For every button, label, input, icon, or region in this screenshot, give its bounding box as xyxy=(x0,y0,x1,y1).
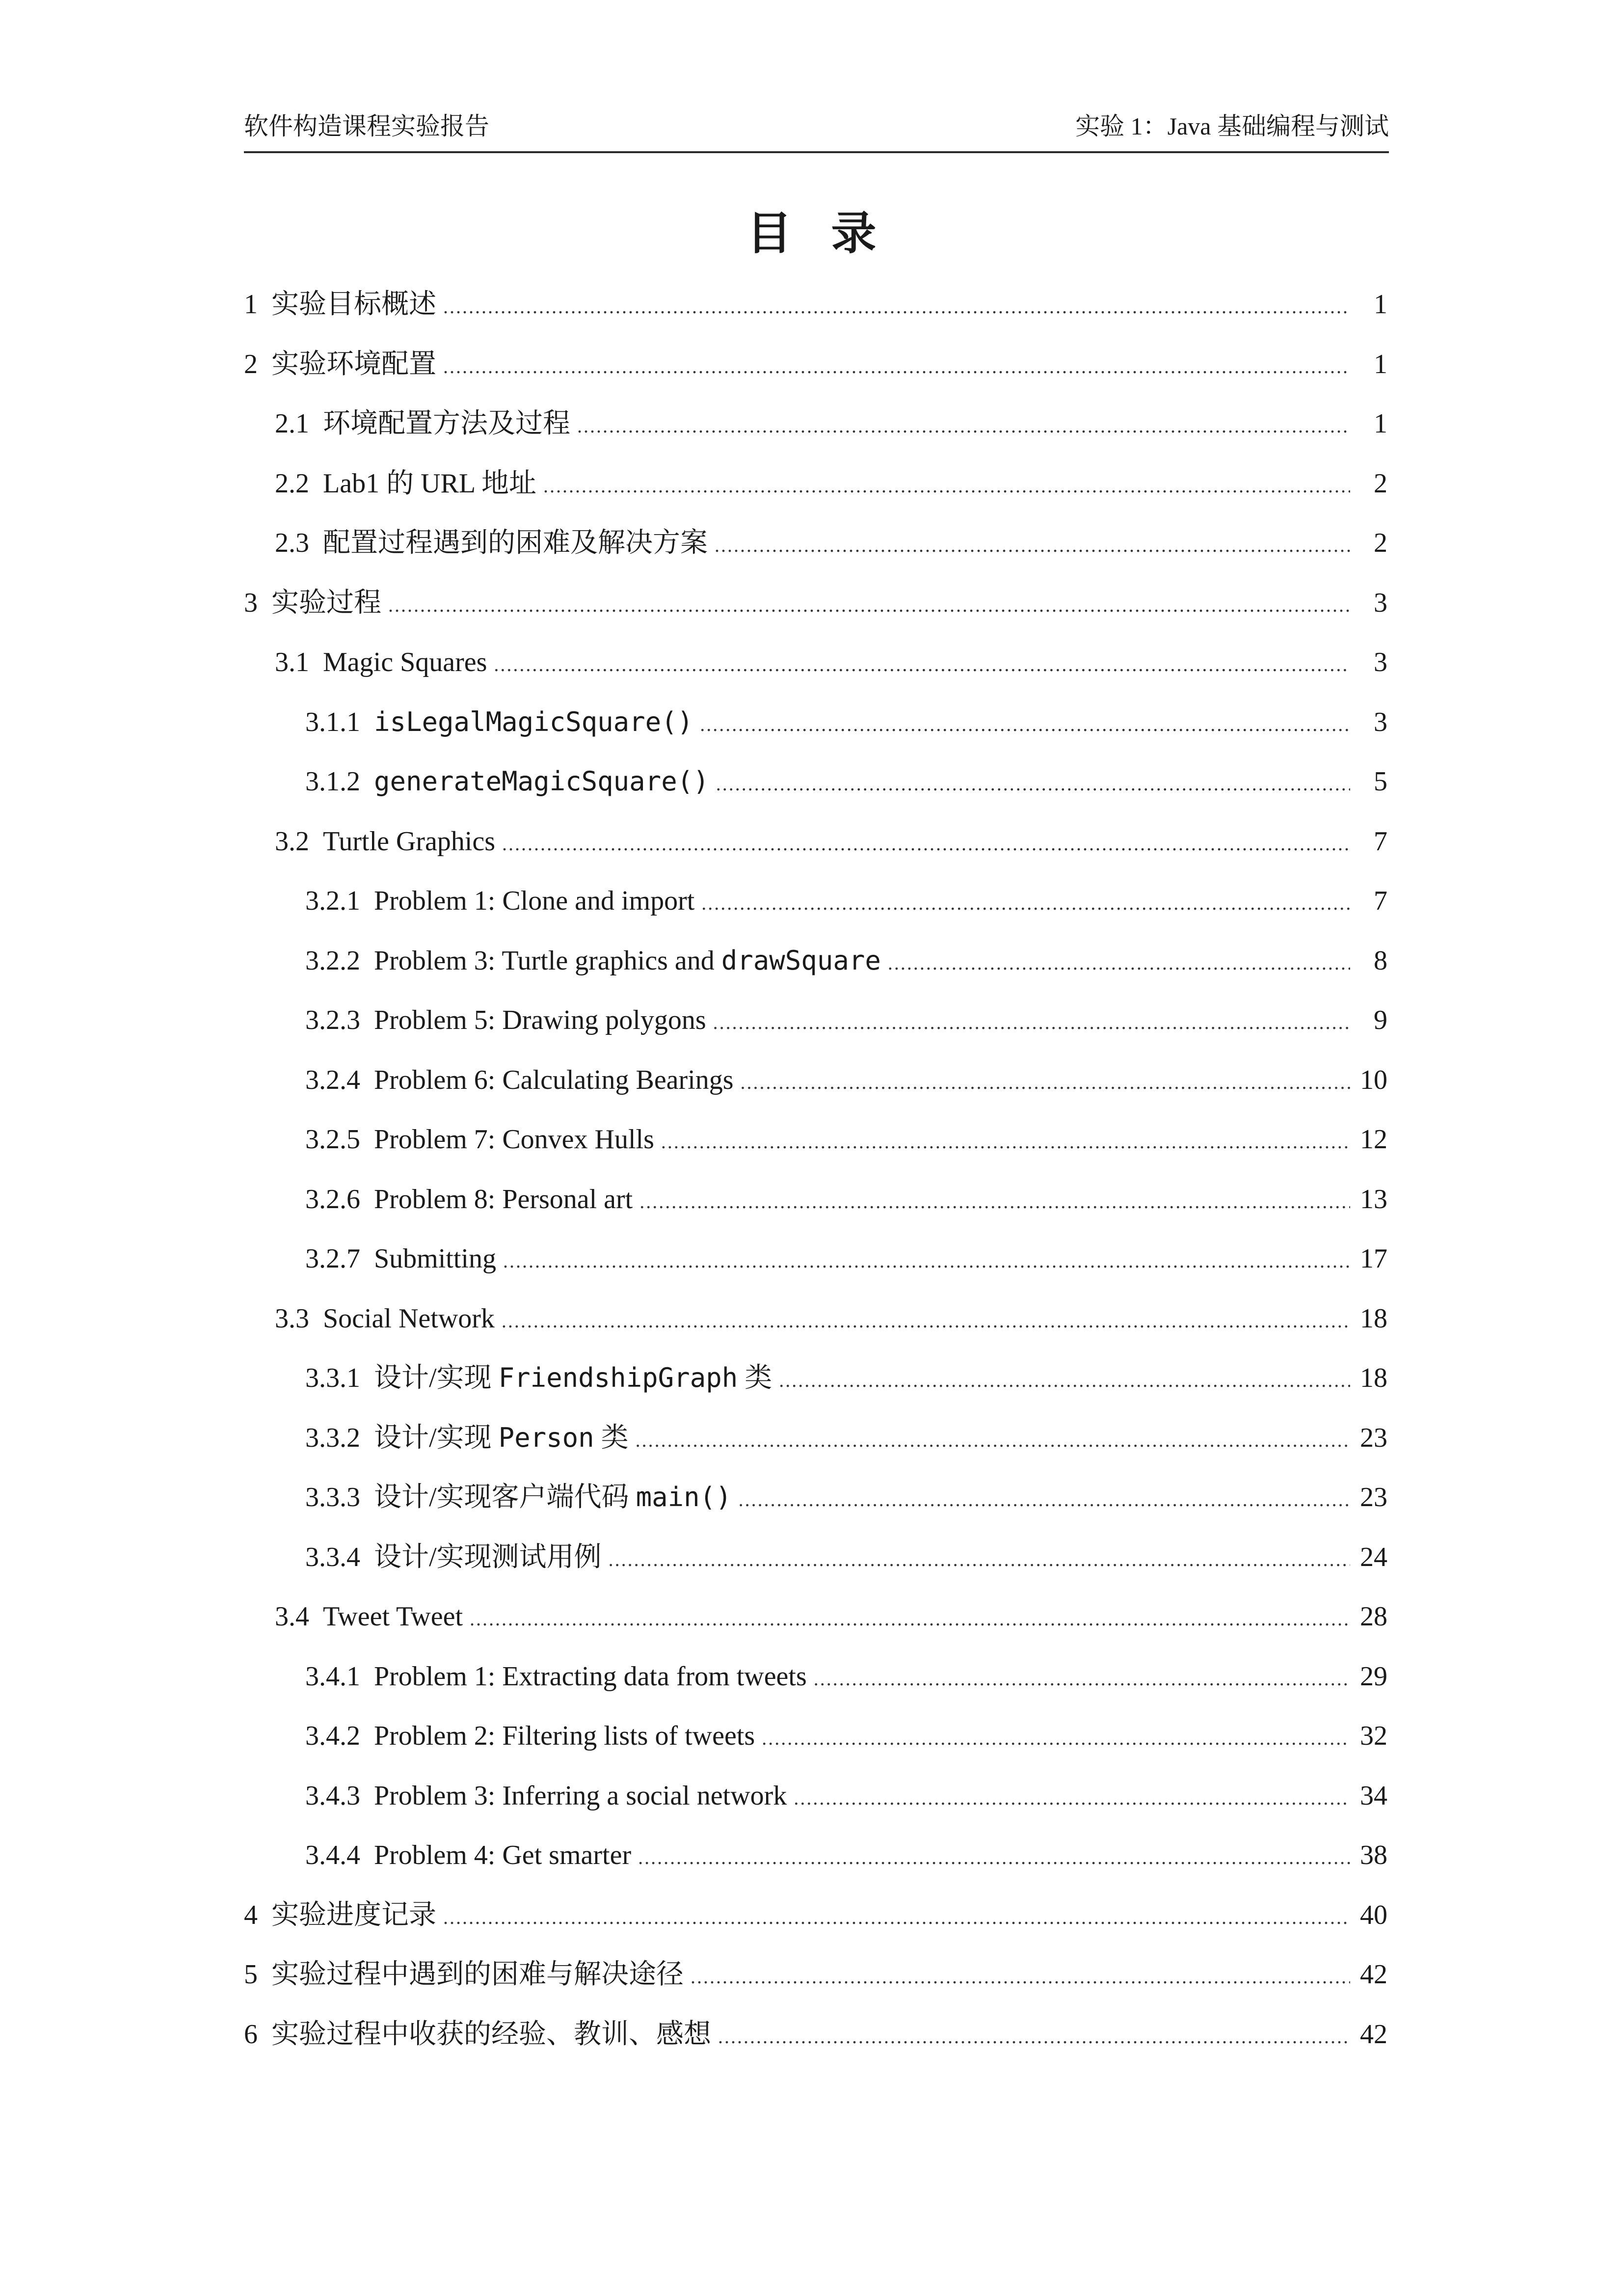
toc-dot-leader xyxy=(388,586,1350,625)
toc-dot-leader xyxy=(503,1242,1350,1281)
toc-entry-text: 实验过程中收获的经验、教训、感想 xyxy=(271,2019,711,2050)
toc-page-number: 18 xyxy=(1360,1363,1387,1393)
toc-entry-number: 3.2.2 xyxy=(305,945,360,976)
toc-entry-label xyxy=(305,1120,654,1159)
toc-entry-label xyxy=(275,643,487,682)
toc-entry[interactable] xyxy=(305,1657,1387,1696)
toc-entry-number: 3.3 xyxy=(275,1303,309,1334)
toc-dot-leader xyxy=(762,1719,1350,1758)
toc-entry-number: 4 xyxy=(244,1900,258,1930)
toc-entry-label xyxy=(244,345,436,384)
toc-entry[interactable] xyxy=(305,1538,1387,1577)
toc-entry[interactable] xyxy=(275,464,1387,503)
toc-dot-leader xyxy=(661,1122,1350,1162)
toc-entry-label xyxy=(305,1060,734,1100)
toc-entry[interactable] xyxy=(305,762,1387,801)
toc-entry-code: drawSquare xyxy=(721,945,881,976)
toc-entry[interactable] xyxy=(305,1836,1387,1875)
toc-entry-text: Problem 5: Drawing polygons xyxy=(374,1005,706,1035)
toc-entry-label xyxy=(275,523,708,563)
toc-entry-label xyxy=(305,1716,755,1756)
toc-entry-text: Problem 1: Extracting data from tweets xyxy=(374,1661,807,1692)
toc-entry-label xyxy=(305,1836,631,1875)
toc-entry-number: 3.1.1 xyxy=(305,707,360,737)
toc-dot-leader xyxy=(443,1898,1350,1937)
toc-dot-leader xyxy=(636,1421,1350,1460)
toc-dot-leader xyxy=(794,1779,1350,1818)
toc-entry-label xyxy=(244,583,381,622)
toc-entry-label xyxy=(305,1776,787,1815)
toc-entry-number: 3.2.4 xyxy=(305,1065,360,1095)
toc-entry[interactable] xyxy=(305,1239,1387,1278)
toc-entry[interactable] xyxy=(244,285,1387,324)
toc-entry[interactable] xyxy=(305,941,1387,980)
toc-entry-text: Lab1 的 URL 地址 xyxy=(323,468,536,499)
toc-entry-label xyxy=(305,1358,772,1398)
toc-dot-leader xyxy=(713,1003,1350,1042)
toc-page-number: 8 xyxy=(1374,945,1387,976)
toc-entry-label xyxy=(244,1895,436,1935)
toc-entry-label xyxy=(305,1538,602,1577)
toc-page-number: 18 xyxy=(1360,1303,1387,1334)
toc-entry-text: Tweet Tweet xyxy=(323,1601,463,1632)
toc-entry-number: 3.3.2 xyxy=(305,1423,360,1453)
toc-entry-label xyxy=(275,1299,495,1338)
toc-entry-text: Social Network xyxy=(323,1303,495,1334)
toc-page-number: 1 xyxy=(1374,289,1387,320)
toc-entry-suffix: 类 xyxy=(738,1363,772,1393)
toc-page-number: 9 xyxy=(1374,1005,1387,1035)
toc-page-number: 32 xyxy=(1360,1721,1387,1751)
toc-entry[interactable] xyxy=(305,702,1387,742)
toc-dot-leader xyxy=(888,944,1350,983)
toc-entry[interactable] xyxy=(305,1180,1387,1219)
toc-dot-leader xyxy=(715,526,1350,565)
toc-page-number: 3 xyxy=(1374,707,1387,737)
toc-entry[interactable] xyxy=(275,404,1387,443)
toc-page-number: 2 xyxy=(1374,528,1387,558)
toc-dot-leader xyxy=(716,764,1350,804)
toc-entry-label xyxy=(244,1955,684,1994)
toc-entry-number: 6 xyxy=(244,2019,258,2050)
toc-entry-code: FriendshipGraph xyxy=(498,1362,738,1393)
toc-entry-number: 3.4.1 xyxy=(305,1661,360,1692)
toc-entry-label xyxy=(305,1657,807,1696)
toc-entry-label xyxy=(275,1597,463,1636)
toc-page-number: 10 xyxy=(1360,1065,1387,1095)
toc-entry[interactable] xyxy=(305,1716,1387,1756)
toc-dot-leader xyxy=(502,824,1350,864)
toc-entry-label xyxy=(305,1478,732,1517)
toc-entry-suffix: 类 xyxy=(594,1423,629,1453)
toc-entry-number: 3.2.5 xyxy=(305,1124,360,1155)
toc-page-number: 3 xyxy=(1374,647,1387,677)
toc-entry-number: 2.3 xyxy=(275,528,309,558)
toc-entry-number: 3 xyxy=(244,588,258,618)
toc-entry-text: Turtle Graphics xyxy=(323,826,496,857)
toc-entry-label xyxy=(305,1000,706,1040)
toc-entry-text: 设计/实现 xyxy=(374,1423,499,1453)
toc-entry[interactable] xyxy=(305,1776,1387,1815)
toc-entry-text: Submitting xyxy=(374,1243,496,1274)
toc-dot-leader xyxy=(691,1957,1350,1997)
toc-entry[interactable] xyxy=(305,1358,1387,1398)
toc-entry-number: 3.2.3 xyxy=(305,1005,360,1035)
toc-entry-label xyxy=(244,2015,711,2054)
toc-entry[interactable] xyxy=(305,1000,1387,1040)
toc-page-number: 38 xyxy=(1360,1840,1387,1870)
toc-page-number: 2 xyxy=(1374,468,1387,499)
toc-entry[interactable] xyxy=(305,1060,1387,1100)
toc-entry-label xyxy=(305,762,709,801)
toc-dot-leader xyxy=(739,1480,1350,1519)
toc-page-number: 1 xyxy=(1374,349,1387,379)
toc-entry[interactable] xyxy=(275,822,1387,861)
toc-entry-number: 2.1 xyxy=(275,408,309,439)
toc-page-number: 29 xyxy=(1360,1661,1387,1692)
toc-entry-number: 1 xyxy=(244,289,258,320)
toc-dot-leader xyxy=(814,1659,1350,1699)
toc-entry[interactable] xyxy=(275,1597,1387,1636)
toc-entry-text: 实验目标概述 xyxy=(271,289,436,320)
toc-entry-text: 实验过程 xyxy=(271,588,381,618)
toc-dot-leader xyxy=(700,705,1350,744)
toc-dot-leader xyxy=(443,347,1350,386)
toc-dot-leader xyxy=(494,645,1350,684)
toc-dot-leader xyxy=(577,406,1350,446)
toc-heading: 目录 xyxy=(746,209,916,259)
toc-entry-number: 3.3.4 xyxy=(305,1542,360,1572)
toc-page-number: 3 xyxy=(1374,588,1387,618)
toc-dot-leader xyxy=(701,884,1350,923)
toc-page-number: 24 xyxy=(1360,1542,1387,1572)
toc-page-number: 13 xyxy=(1360,1184,1387,1215)
toc-entry-text: 设计/实现 xyxy=(374,1363,499,1393)
header-course-title: 软件构造课程实验报告 xyxy=(244,112,489,140)
toc-entry-number: 3.3.3 xyxy=(305,1482,360,1513)
toc-page-number: 23 xyxy=(1360,1482,1387,1513)
toc-entry-number: 2 xyxy=(244,349,258,379)
toc-entry-code: Person xyxy=(498,1422,594,1453)
toc-entry-text: 环境配置方法及过程 xyxy=(323,408,570,439)
toc-entry[interactable] xyxy=(244,1955,1387,1994)
toc-entry-text: 实验进度记录 xyxy=(271,1900,436,1930)
toc-page-number: 42 xyxy=(1360,2019,1387,2050)
toc-entry-number: 3.1 xyxy=(275,647,309,677)
toc-entry[interactable] xyxy=(275,1299,1387,1338)
toc-entry-text: Magic Squares xyxy=(323,647,487,677)
toc-entry-number: 3.3.1 xyxy=(305,1363,360,1393)
toc-entry[interactable] xyxy=(244,2015,1387,2054)
toc-entry[interactable] xyxy=(244,583,1387,622)
toc-entry-label xyxy=(275,464,536,503)
toc-page-number: 34 xyxy=(1360,1781,1387,1811)
toc-entry-text: 设计/实现测试用例 xyxy=(374,1542,602,1572)
toc-entry-text: Problem 8: Personal art xyxy=(374,1184,633,1215)
toc-entry-number: 3.2.1 xyxy=(305,886,360,916)
toc-page-number: 7 xyxy=(1374,826,1387,857)
toc-entry-number: 3.4 xyxy=(275,1601,309,1632)
toc-dot-leader xyxy=(609,1540,1350,1579)
toc-entry-number: 3.1.2 xyxy=(305,766,360,797)
toc-entry-text: Problem 3: Turtle graphics and xyxy=(374,945,721,976)
toc-entry[interactable] xyxy=(305,1120,1387,1159)
toc-page-number: 12 xyxy=(1360,1124,1387,1155)
toc-entry-label xyxy=(305,1239,496,1278)
toc-dot-leader xyxy=(543,466,1350,506)
toc-dot-leader xyxy=(741,1063,1350,1102)
toc-entry-text: 实验环境配置 xyxy=(271,349,436,379)
page-header xyxy=(244,114,1389,153)
header-lab-title: 实验 1：Java 基础编程与测试 xyxy=(1075,112,1389,140)
toc-entry-number: 2.2 xyxy=(275,468,309,499)
toc-entry-label xyxy=(275,822,495,861)
toc-entry-text: Problem 4: Get smarter xyxy=(374,1840,632,1870)
toc-entry-code: isLegalMagicSquare() xyxy=(374,706,693,737)
toc-entry-code: generateMagicSquare() xyxy=(374,766,709,797)
toc-entry-label xyxy=(275,404,570,443)
toc-entry-text: Problem 1: Clone and import xyxy=(374,886,695,916)
toc-entry-label xyxy=(305,881,694,920)
toc-page-number: 40 xyxy=(1360,1900,1387,1930)
toc-entry-label xyxy=(244,285,436,324)
toc-dot-leader xyxy=(502,1301,1350,1341)
toc-entry-code: main() xyxy=(636,1482,732,1513)
toc-entry-number: 3.4.4 xyxy=(305,1840,360,1870)
toc-entry-text: 设计/实现客户端代码 xyxy=(374,1482,636,1513)
toc-page-number: 28 xyxy=(1360,1601,1387,1632)
toc-entry-text: Problem 7: Convex Hulls xyxy=(374,1124,654,1155)
toc-dot-leader xyxy=(718,2017,1350,2056)
toc-entry[interactable] xyxy=(275,523,1387,563)
toc-entry[interactable] xyxy=(305,1418,1387,1458)
toc-entry[interactable] xyxy=(305,881,1387,920)
toc-entry-number: 3.2.7 xyxy=(305,1243,360,1274)
toc-entry-number: 3.4.3 xyxy=(305,1781,360,1811)
toc-dot-leader xyxy=(470,1599,1350,1639)
toc-page-number: 5 xyxy=(1374,766,1387,797)
toc-entry-number: 3.4.2 xyxy=(305,1721,360,1751)
toc-page-number: 1 xyxy=(1374,408,1387,439)
toc-entry-text: Problem 2: Filtering lists of tweets xyxy=(374,1721,755,1751)
toc-page-number: 42 xyxy=(1360,1959,1387,1990)
toc-entry-text: 配置过程遇到的困难及解决方案 xyxy=(323,528,708,558)
toc-entry[interactable] xyxy=(244,1895,1387,1935)
toc-entry-text: Problem 6: Calculating Bearings xyxy=(374,1065,734,1095)
toc-entry-label xyxy=(305,702,693,742)
toc-entry-label xyxy=(305,1418,629,1458)
toc-entry-number: 3.2 xyxy=(275,826,309,857)
toc-page-number: 23 xyxy=(1360,1423,1387,1453)
toc-dot-leader xyxy=(638,1838,1350,1877)
toc-entry-text: 实验过程中遇到的困难与解决途径 xyxy=(271,1959,684,1990)
toc-entry-number: 3.2.6 xyxy=(305,1184,360,1215)
toc-page-number: 7 xyxy=(1374,886,1387,916)
toc-dot-leader xyxy=(779,1361,1350,1400)
toc-entry-label xyxy=(305,1180,633,1219)
toc-dot-leader xyxy=(639,1182,1350,1221)
toc-page-number: 17 xyxy=(1360,1243,1387,1274)
toc-entry[interactable] xyxy=(244,345,1387,384)
toc-entry[interactable] xyxy=(275,643,1387,682)
toc-entry-text: Problem 3: Inferring a social network xyxy=(374,1781,787,1811)
toc-entry-number: 5 xyxy=(244,1959,258,1990)
toc-entry[interactable] xyxy=(305,1478,1387,1517)
toc-entry-label xyxy=(305,941,881,980)
toc-dot-leader xyxy=(443,287,1350,326)
